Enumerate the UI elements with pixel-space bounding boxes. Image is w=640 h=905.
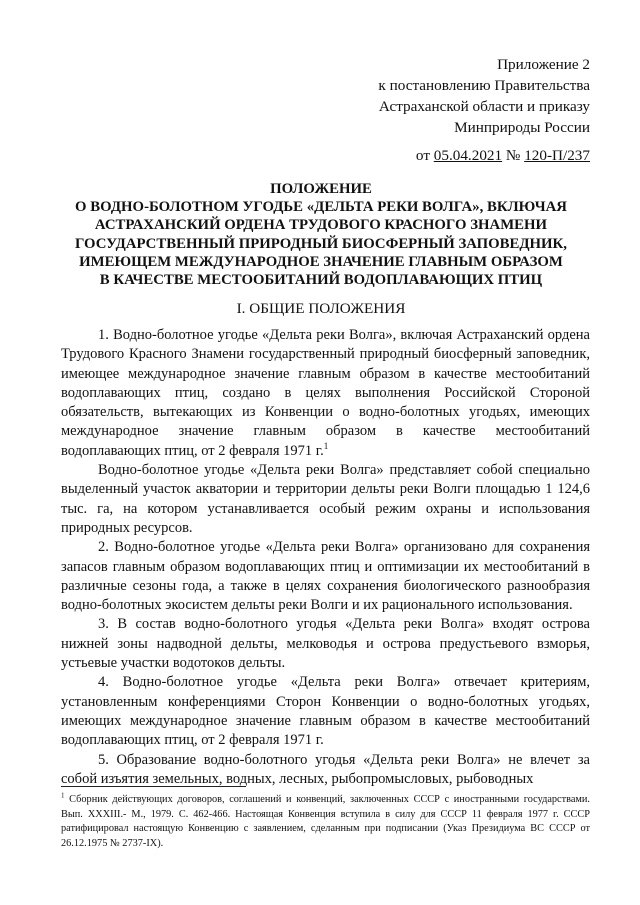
paragraph: 3. В состав водно-болотного угодья «Дельта реки Волга» входят острова нижней зоны надводной дельты, мелководья и острова предустьевого взморья, устьевые участки водотоков дельты. <box>61 616 590 672</box>
appendix-line: к постановлению Правительства <box>378 77 590 94</box>
footnote-text: Сборник действующих договоров, соглашений и конвенций, заключенных СССР с иностранными государствами. Вып. XXXIII.- М., 1979. С. 462-466. Настоящая Конвенция вступила в силу для СССР 11 февраля 1977 г. СССР ратифицировал настоящую Конвенцию с заявлением, сделанным при подписании (Указ Президиума ВС СССР от 26.12.1975 № 2737-IX). <box>61 794 590 849</box>
body-text <box>61 326 590 789</box>
footnote-marker: 1 <box>61 791 65 800</box>
appendix-line: Приложение 2 <box>497 56 590 73</box>
section-heading: I. ОБЩИЕ ПОЛОЖЕНИЯ <box>236 300 406 317</box>
footnote-divider <box>61 786 246 787</box>
appendix-header <box>378 54 590 138</box>
paragraph: 5. Образование водно-болотного угодья «Дельта реки Волга» не влечет за собой изъятия земельных, водных, лесных, рыбопромысловых, рыбоводных <box>61 751 590 787</box>
appendix-line: Минприроды России <box>454 119 590 136</box>
title-line: ПОЛОЖЕНИЕ <box>270 181 372 197</box>
footnote <box>61 793 590 851</box>
title-line: О ВОДНО-БОЛОТНОМ УГОДЬЕ «ДЕЛЬТА РЕКИ ВОЛГА», ВКЛЮЧАЯ <box>75 199 567 216</box>
appendix-line: Астраханской области и приказу <box>378 98 590 115</box>
order-number: 120-П/237 <box>524 147 590 164</box>
document-title <box>52 180 590 289</box>
order-prefix: от <box>415 147 430 164</box>
paragraph: Водно-болотное угодье «Дельта реки Волга» представляет собой специально выделенный участок акватории и территории дельты реки Волги площадью 1 124,6 тыс. га, на котором устанавливается особый режим охраны и использования природных ресурсов. <box>61 462 590 536</box>
paragraph-text: 1. Водно-болотное угодье «Дельта реки Волга», включая Астраханский ордена Трудового Красного Знамени государственный природный биосферный заповедник, имеющее международное значение главным образом в качестве местообитаний водоплавающих птиц, создано в целях выполнения Российской Стороной обязательств, вытекающих из Конвенции о водно-болотных угодьях, имеющих международное значение главным образом в качестве местообитаний водоплавающих птиц, от 2 февраля 1971 г. <box>61 327 590 459</box>
paragraph: 2. Водно-болотное угодье «Дельта реки Волга» организовано для сохранения запасов главным образом водоплавающих птиц и оптимизации их местообитаний в различные сезоны года, а также в целях сохранения биологического разнообразия водно-болотных экосистем дельты реки Волги и их рационального использования. <box>61 539 590 614</box>
paragraph <box>61 326 590 461</box>
title-line: ИМЕЮЩЕМ МЕЖДУНАРОДНОЕ ЗНАЧЕНИЕ ГЛАВНЫМ ОБРАЗОМ <box>79 253 563 270</box>
title-line: ГОСУДАРСТВЕННЫЙ ПРИРОДНЫЙ БИОСФЕРНЫЙ ЗАПОВЕДНИК, <box>75 235 567 252</box>
paragraph: 4. Водно-болотное угодье «Дельта реки Волга» отвечает критериям, установленным конференциями Сторон Конвенции о водно-болотных угодьях, имеющих международное значение главным образом в качестве местообитаний водоплавающих птиц, от 2 февраля 1971 г. <box>61 674 590 749</box>
title-line: АСТРАХАНСКИЙ ОРДЕНА ТРУДОВОГО КРАСНОГО ЗНАМЕНИ <box>94 217 548 234</box>
order-reference <box>416 147 590 165</box>
order-number-sign: № <box>505 147 521 164</box>
footnote-ref[interactable]: 1 <box>323 440 329 451</box>
title-line: В КАЧЕСТВЕ МЕСТООБИТАНИЙ ВОДОПЛАВАЮЩИХ ПТИЦ <box>99 272 543 289</box>
order-date: 05.04.2021 <box>433 147 503 164</box>
